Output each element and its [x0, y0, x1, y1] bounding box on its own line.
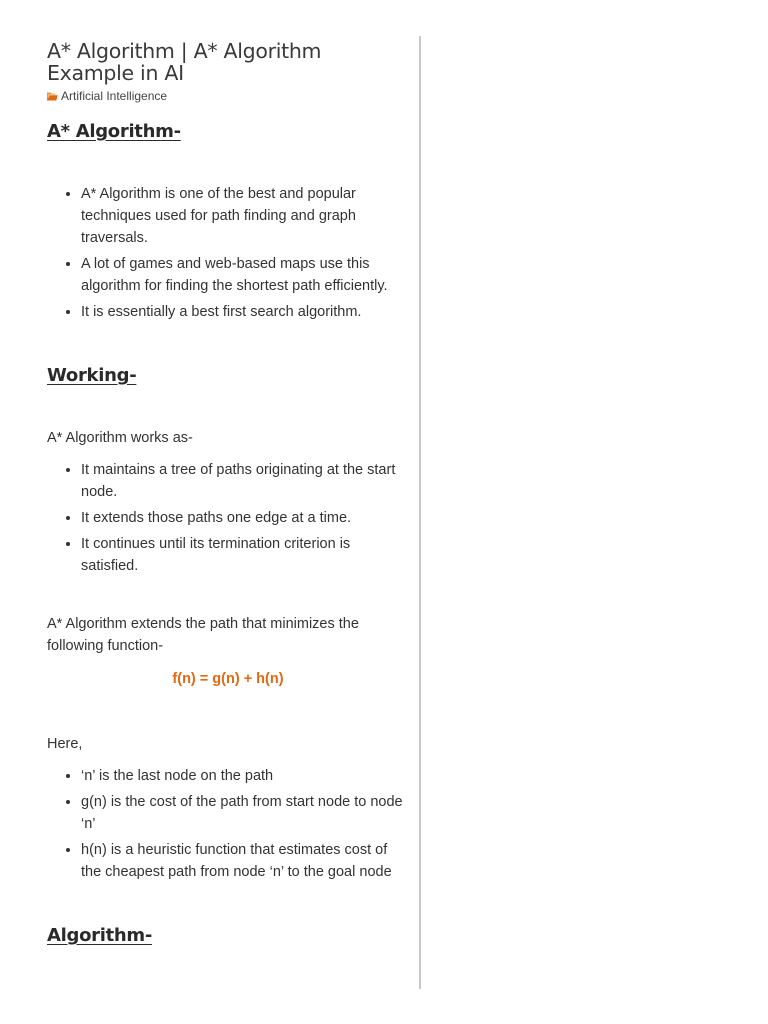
heading-algorithm: Algorithm- [47, 925, 153, 946]
heading-working: Working- [47, 365, 137, 386]
here-list [47, 765, 409, 883]
working-lead: A* Algorithm works as- [47, 430, 193, 446]
list-item: • A lot of games and web-based maps use this algorithm for finding the shortest path efficiently. [81, 253, 409, 297]
here-text: Here, [47, 736, 83, 752]
category-link[interactable]: Artificial Intelligence [61, 89, 168, 103]
intro-list [47, 183, 409, 323]
list-item: • A* Algorithm is one of the best and popular techniques used for path finding and graph traversals. [81, 183, 409, 249]
folder-icon [47, 92, 58, 101]
list-item: • ‘n’ is the last node on the path [81, 765, 409, 787]
working-list [47, 459, 409, 577]
extends-text: A* Algorithm extends the path that minimizes the following function- [47, 616, 359, 654]
article [47, 40, 409, 947]
list-item: • It extends those paths one edge at a time. [81, 507, 409, 529]
formula: f(n) = g(n) + h(n) [172, 671, 284, 687]
list-item: • It maintains a tree of paths originating at the start node. [81, 459, 409, 503]
post-category [47, 89, 409, 103]
list-item: • It is essentially a best first search algorithm. [81, 301, 409, 323]
page-title: A* Algorithm | A* Algorithm Example in AI [47, 39, 322, 85]
sidebar-divider [419, 36, 421, 989]
list-item: • It continues until its termination criterion is satisfied. [81, 533, 409, 577]
list-item: • g(n) is the cost of the path from start node to node ‘n’ [81, 791, 409, 835]
heading-a-star-algorithm: A* Algorithm- [47, 121, 181, 142]
list-item: • h(n) is a heuristic function that estimates cost of the cheapest path from node ‘n’ to the goal node [81, 839, 409, 883]
